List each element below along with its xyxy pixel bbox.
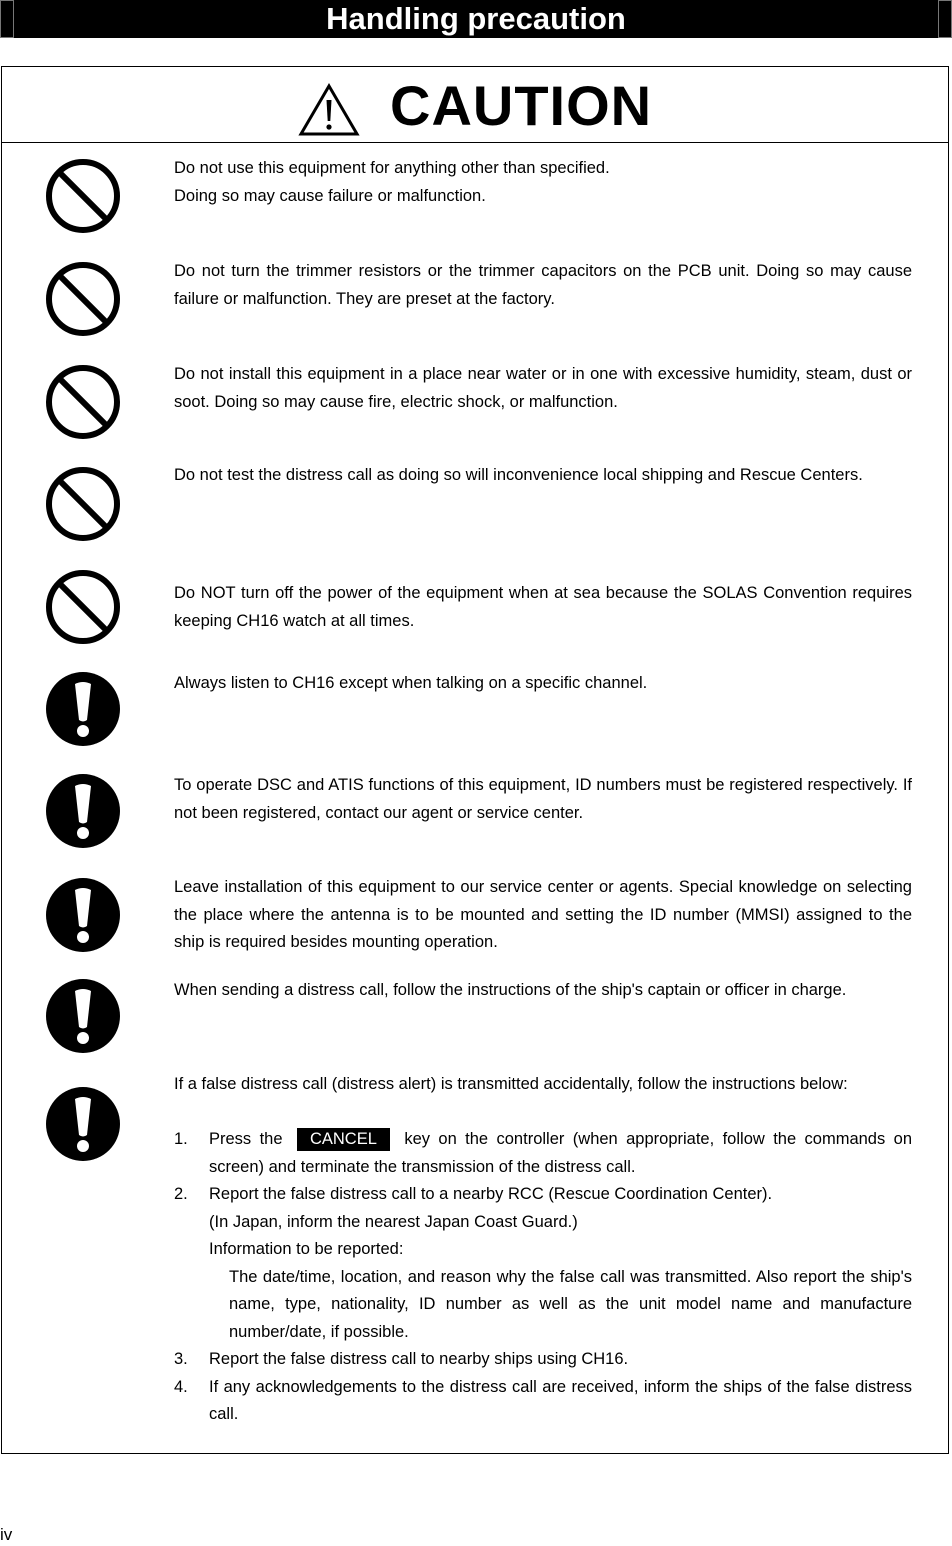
caution-item-text: [174, 1071, 912, 1429]
caution-header: [2, 67, 948, 143]
caution-label: CAUTION: [390, 74, 653, 137]
mandatory-icon: [44, 977, 122, 1055]
caution-item-text: Do not test the distress call as doing so will inconvenience local shipping and Rescue Centers.: [174, 466, 863, 484]
list-item: [174, 1181, 912, 1346]
caution-box: [1, 66, 949, 1454]
step-subtext: Information to be reported:: [209, 1240, 404, 1258]
caution-item-text: Do not install this equipment in a place near water or in one with excessive humidity, steam, dust or soot. Doing so may cause fire, electric shock, or malfunction.: [174, 365, 912, 411]
caution-item-text: Do NOT turn off the power of the equipment when at sea because the SOLAS Convention requires keeping CH16 watch at all times.: [174, 584, 912, 630]
step-number: 1.: [174, 1130, 188, 1148]
caution-item-text: Leave installation of this equipment to our service center or agents. Special knowledge on selecting the place where the antenna is to be mounted and setting the ID number (MMSI) assigned to the ship is required besides mounting operation.: [174, 878, 912, 951]
list-item: [174, 1374, 912, 1429]
mandatory-icon: [44, 670, 122, 748]
step-subtext: (In Japan, inform the nearest Japan Coast Guard.): [209, 1212, 578, 1231]
page-number: iv: [0, 1525, 13, 1544]
step-text: Report the false distress call to a nearby RCC (Rescue Coordination Center).: [209, 1185, 773, 1203]
caution-item-text: Do not turn the trimmer resistors or the trimmer capacitors on the PCB unit. Doing so may cause failure or malfunction. They are preset at the factory.: [174, 262, 912, 308]
caution-item-line: Doing so may cause failure or malfunction.: [174, 186, 486, 205]
list-item: [174, 1346, 912, 1374]
prohibition-icon: [44, 363, 122, 441]
step-text: If any acknowledgements to the distress call are received, inform the ships of the false distress call.: [209, 1377, 912, 1423]
step-number: 2.: [174, 1185, 188, 1203]
false-alert-steps: [174, 1126, 912, 1429]
caution-item-text: When sending a distress call, follow the instructions of the ship's captain or officer in charge.: [174, 981, 847, 999]
caution-item-text: Always listen to CH16 except when talking on a specific channel.: [174, 674, 648, 692]
spacer: [174, 1099, 912, 1127]
header-bar: [0, 0, 952, 40]
step-number: 3.: [174, 1350, 188, 1368]
caution-item-text: To operate DSC and ATIS functions of this equipment, ID numbers must be registered respectively. If not been registered, contact our agent or service center.: [174, 776, 912, 822]
step-detail: The date/time, location, and reason why the false call was transmitted. Also report the ship's name, type, nationality, ID number as well as the unit model name and manufacture number/date, if possible.: [229, 1267, 912, 1341]
mandatory-icon: [44, 876, 122, 954]
caution-item-line: Do not use this equipment for anything other than specified.: [174, 159, 610, 177]
step-text-pre: Press the: [209, 1130, 283, 1148]
mandatory-icon: [44, 772, 122, 850]
list-item: [174, 1126, 912, 1181]
cancel-key: CANCEL: [297, 1128, 390, 1151]
prohibition-icon: [44, 465, 122, 543]
prohibition-icon: [44, 260, 122, 338]
step-number: 4.: [174, 1377, 188, 1396]
false-alert-intro: If a false distress call (distress alert) is transmitted accidentally, follow the instructions below:: [174, 1075, 848, 1093]
prohibition-icon: [44, 568, 122, 646]
warning-triangle-icon: [298, 83, 360, 137]
mandatory-icon: [44, 1085, 122, 1163]
prohibition-icon: [44, 157, 122, 235]
step-text: Report the false distress call to nearby ships using CH16.: [209, 1350, 629, 1368]
step-text-post: key on the controller (when appropriate, follow the commands on screen) and terminate the transmission of the distress call.: [209, 1130, 912, 1176]
caution-item-text: [174, 155, 912, 210]
page-title: Handling precaution: [326, 1, 626, 36]
